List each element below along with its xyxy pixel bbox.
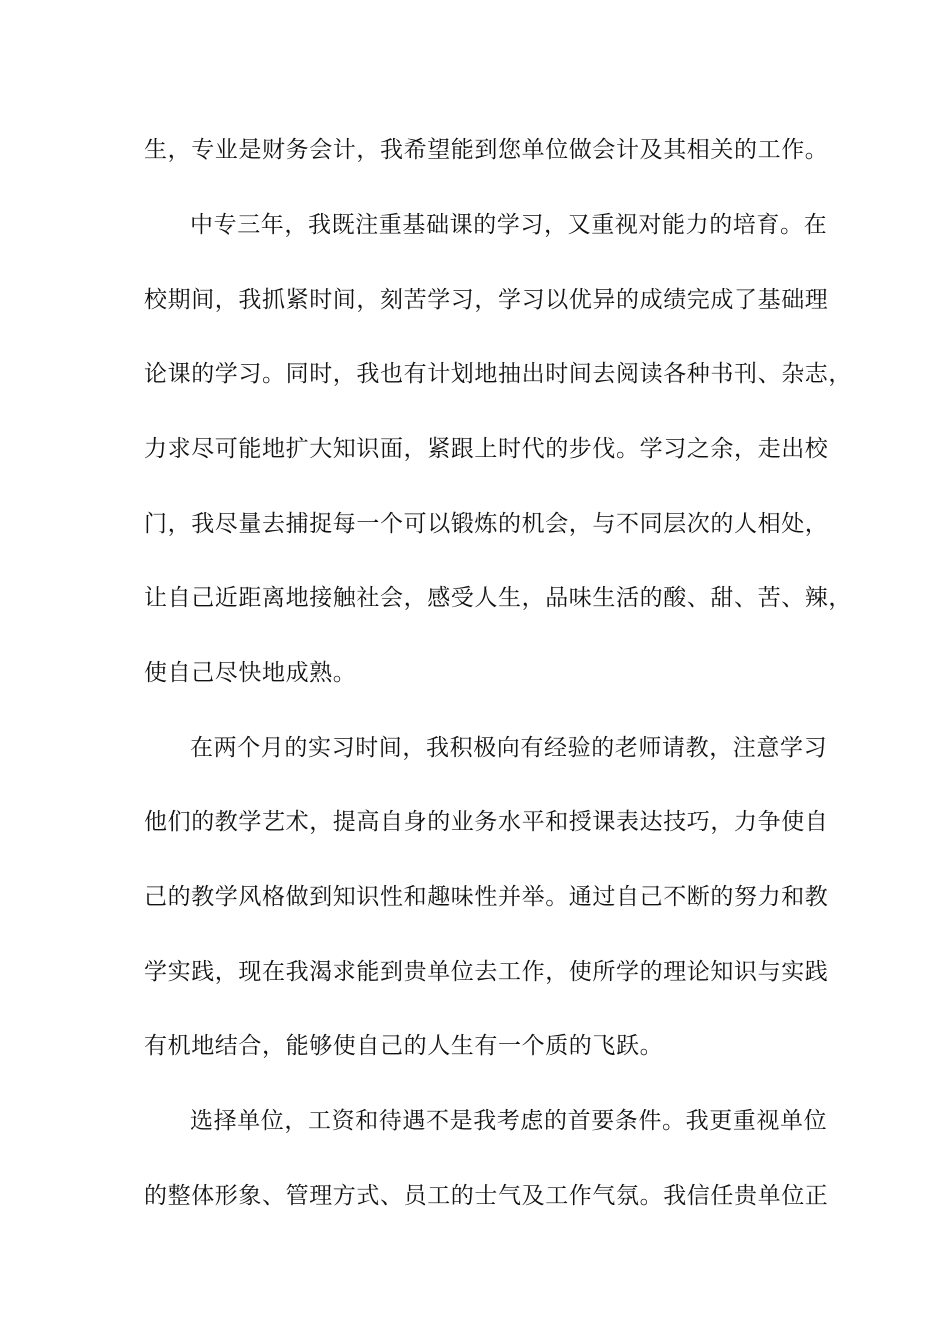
text-line: 论课的学习。同时，我也有计划地抽出时间去阅读各种书刊、杂志， [144, 361, 852, 387]
text-line: 使自己尽快地成熟。 [144, 660, 357, 686]
text-line: 让自己近距离地接触社会，感受人生，品味生活的酸、甜、苦、辣， [144, 585, 852, 611]
paragraph-first-line: 中专三年，我既注重基础课的学习，又重视对能力的培育。在 [190, 212, 828, 238]
text-line: 己的教学风格做到知识性和趣味性并举。通过自己不断的努力和教 [144, 884, 829, 910]
text-line: 门，我尽量去捕捉每一个可以锻炼的机会，与不同层次的人相处， [144, 511, 829, 537]
text-line: 生，专业是财务会计，我希望能到您单位做会计及其相关的工作。 [144, 137, 829, 163]
text-line: 学实践，现在我渴求能到贵单位去工作，使所学的理论知识与实践 [144, 959, 829, 985]
text-line: 校期间，我抓紧时间，刻苦学习，学习以优异的成绩完成了基础理 [144, 287, 829, 313]
paragraph-first-line: 在两个月的实习时间，我积极向有经验的老师请教，注意学习 [190, 735, 828, 761]
paragraph-first-line: 选择单位，工资和待遇不是我考虑的首要条件。我更重视单位 [190, 1108, 828, 1134]
text-line: 力求尽可能地扩大知识面，紧跟上时代的步伐。学习之余，走出校 [144, 436, 829, 462]
text-line: 有机地结合，能够使自己的人生有一个质的飞跃。 [144, 1033, 664, 1059]
text-line: 他们的教学艺术，提高自身的业务水平和授课表达技巧，力争使自 [144, 809, 829, 835]
text-line: 的整体形象、管理方式、员工的士气及工作气氛。我信任贵单位正 [144, 1183, 829, 1209]
